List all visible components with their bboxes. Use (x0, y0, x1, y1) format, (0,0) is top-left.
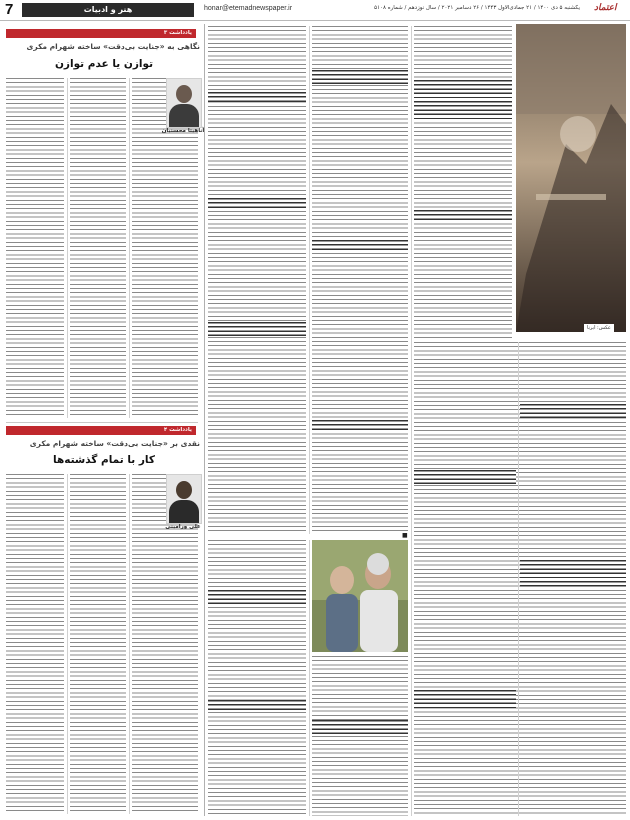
interview-question (414, 210, 512, 220)
note1-supertitle: نگاهی به «جنایت بی‌دقت» ساخته شهرام مکری (26, 42, 200, 51)
interview-question (208, 322, 306, 336)
end-mark: ■ (402, 532, 408, 539)
interview-question (208, 198, 306, 208)
note2-supertitle: نقدی بر «جنایت بی‌دقت» ساخته شهرام مکری (29, 439, 200, 448)
interview-text-col3b (312, 656, 408, 816)
secondary-photo (312, 540, 408, 652)
interview-question (312, 240, 408, 250)
note2-kicker: یادداشت ۴ (6, 426, 196, 435)
interview-question (312, 720, 408, 734)
interview-text-col4 (208, 26, 306, 534)
note2-headline: کار با تمام گذشته‌ها (53, 454, 155, 466)
page-header (0, 0, 630, 21)
interview-question (208, 590, 306, 604)
section-email: honar@etemadnewspaper.ir (204, 5, 293, 12)
interview-question (312, 70, 408, 84)
note1-headline: توازن یا عدم توازن (54, 58, 154, 70)
note1-text-col2 (70, 78, 126, 418)
date-line: یکشنبه ۵ دی ۱۴۰۰ / ۲۱ جمادی‌الاول ۱۴۴۳ / ۲۶ دسامبر ۲۰۲۱ / سال نوزدهم / شماره ۵۱۰۸ (374, 5, 580, 11)
interview-question (208, 700, 306, 710)
section-title: هنر و ادبیات (22, 3, 194, 17)
note2-text-col3 (6, 474, 64, 814)
newspaper-logo: اعتماد (594, 3, 617, 13)
interview-question (312, 420, 408, 430)
photo-caption: عکس: ایرنا (584, 324, 614, 332)
note2-text-col2 (70, 474, 126, 814)
interview-lead (414, 80, 512, 122)
interview-text-col4b (208, 540, 306, 816)
note1-text-col3 (6, 78, 64, 418)
interview-question (414, 470, 516, 484)
interview-text-col2 (414, 26, 512, 338)
author-photo (166, 474, 202, 524)
interview-question (520, 404, 626, 418)
interview-question (414, 690, 516, 708)
interview-text-col3 (312, 26, 408, 534)
note2-author: علی ورامینی (165, 524, 201, 530)
page-number: 7 (5, 1, 14, 18)
main-photo (516, 24, 626, 332)
note1-author: آناهیتا محسنیان (161, 128, 205, 134)
interview-question (520, 560, 626, 588)
author-photo (166, 78, 202, 128)
interview-question (208, 92, 306, 102)
note1-kicker: یادداشت ۳ (6, 29, 196, 38)
